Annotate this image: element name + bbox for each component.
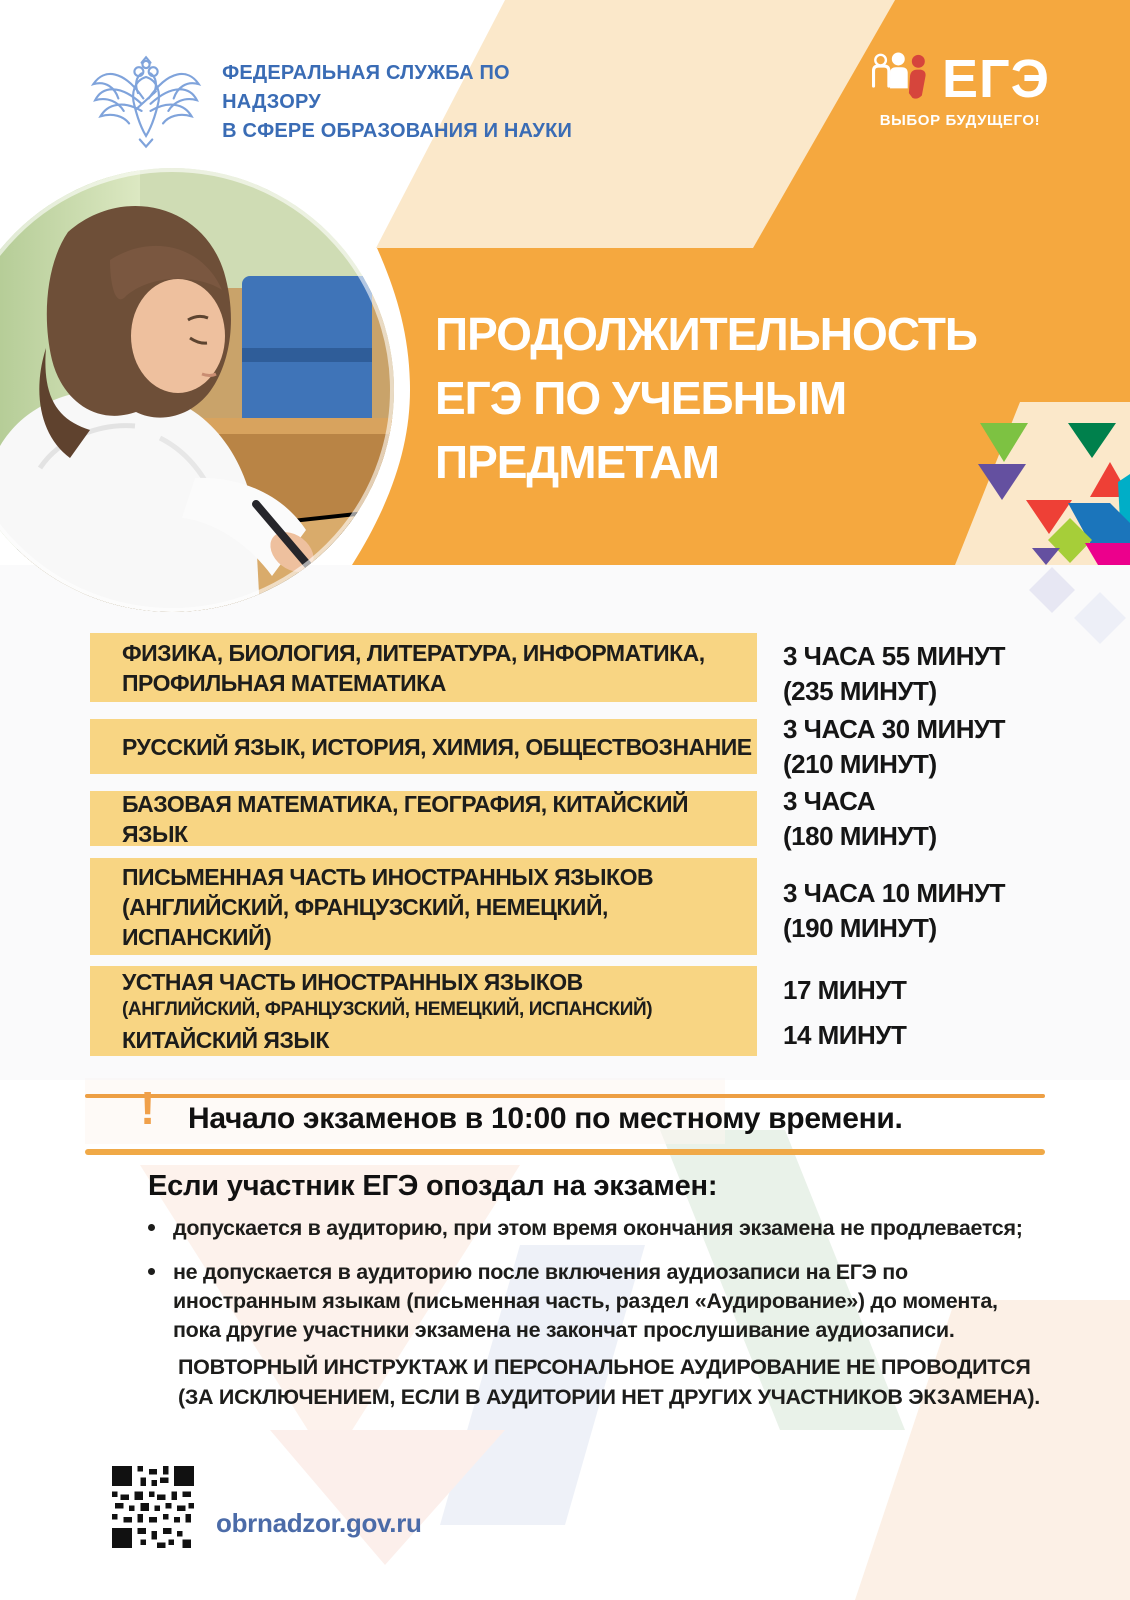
oral-line1: УСТНАЯ ЧАСТЬ ИНОСТРАННЫХ ЯЗЫКОВ xyxy=(122,969,583,995)
page-title-line3: ПРЕДМЕТАМ xyxy=(435,436,719,488)
ege-logo-text: ЕГЭ xyxy=(941,49,1051,109)
duration-minutes: (190 МИНУТ) xyxy=(783,913,937,943)
duration-minutes: (210 МИНУТ) xyxy=(783,749,937,779)
bullet-text: не допускается в аудиторию после включения аудиозаписи на ЕГЭ по иностранным языкам (письменная часть, раздел «Аудирование») до момента, пока другие участники экзамена не закончат прослушивание аудиозаписи. xyxy=(173,1260,998,1342)
ege-logo xyxy=(870,50,1050,129)
table-row-subjects-3 xyxy=(90,791,757,846)
row-subjects: ФИЗИКА, БИОЛОГИЯ, ЛИТЕРАТУРА, ИНФОРМАТИКА, ПРОФИЛЬНАЯ МАТЕМАТИКА xyxy=(122,639,705,696)
table-row-duration-4 xyxy=(783,876,1083,946)
bullet-text: допускается в аудиторию, при этом время окончания экзамена не продлевается; xyxy=(173,1216,1023,1240)
table-row-subjects-1 xyxy=(90,633,757,702)
page-title xyxy=(435,302,1035,494)
rosobrnadzor-emblem-icon xyxy=(88,52,204,152)
late-section-heading: Если участник ЕГЭ опоздал на экзамен: xyxy=(148,1170,718,1202)
row-subjects: РУССКИЙ ЯЗЫК, ИСТОРИЯ, ХИМИЯ, ОБЩЕСТВОЗНАНИЕ xyxy=(122,733,752,760)
table-row-duration-3 xyxy=(783,784,1083,854)
bullet-dot xyxy=(148,1268,155,1275)
list-item xyxy=(148,1258,1048,1345)
agency-name xyxy=(222,59,608,146)
qr-code xyxy=(112,1466,194,1548)
divider-top xyxy=(85,1094,1045,1098)
bullet-dot xyxy=(148,1224,155,1231)
table-row-subjects-2 xyxy=(90,719,757,774)
website-link[interactable]: obrnadzor.gov.ru xyxy=(216,1508,422,1538)
row-subjects: ПИСЬМЕННАЯ ЧАСТЬ ИНОСТРАННЫХ ЯЗЫКОВ (АНГЛИЙСКИЙ, ФРАНЦУЗСКИЙ, НЕМЕЦКИЙ, ИСПАНСКИЙ) xyxy=(122,863,654,950)
list-item xyxy=(148,1214,1048,1243)
student-photo xyxy=(0,168,394,612)
exclamation-icon: ! xyxy=(140,1082,156,1134)
agency-name-line1: ФЕДЕРАЛЬНАЯ СЛУЖБА ПО НАДЗОРУ xyxy=(222,61,510,113)
divider-bottom xyxy=(85,1149,1045,1155)
table-row-subjects-4 xyxy=(90,858,757,955)
duration-main: 3 ЧАСА xyxy=(783,786,875,816)
duration-minutes: (235 МИНУТ) xyxy=(783,676,937,706)
table-row-duration-1 xyxy=(783,639,1083,709)
ege-people-icon xyxy=(870,50,936,108)
agency-header xyxy=(88,52,608,152)
row-subjects: БАЗОВАЯ МАТЕМАТИКА, ГЕОГРАФИЯ, КИТАЙСКИЙ ЯЗЫК xyxy=(122,790,689,847)
ege-tagline: ВЫБОР БУДУЩЕГО! xyxy=(879,112,1041,129)
watermark-peach-right xyxy=(855,1300,1130,1600)
page-title-line1: ПРОДОЛЖИТЕЛЬНОСТЬ xyxy=(435,308,977,360)
oral-line2: (АНГЛИЙСКИЙ, ФРАНЦУЗСКИЙ, НЕМЕЦКИЙ, ИСПАНСКИЙ) xyxy=(122,999,653,1020)
agency-name-line2: В СФЕРЕ ОБРАЗОВАНИЯ И НАУКИ xyxy=(222,119,573,142)
duration-main: 3 ЧАСА 10 МИНУТ xyxy=(783,878,1006,908)
table-row-subjects-5 xyxy=(90,966,757,1056)
table-row-duration-2 xyxy=(783,712,1083,782)
duration-main: 3 ЧАСА 55 МИНУТ xyxy=(783,641,1006,671)
late-section-note: ПОВТОРНЫЙ ИНСТРУКТАЖ И ПЕРСОНАЛЬНОЕ АУДИРОВАНИЕ НЕ ПРОВОДИТСЯ (ЗА ИСКЛЮЧЕНИЕМ, ЕСЛИ В АУДИТОРИИ НЕТ ДРУГИХ УЧАСТНИКОВ ЭКЗАМЕНА). xyxy=(178,1355,1040,1409)
duration-minutes: (180 МИНУТ) xyxy=(783,821,937,851)
oral-duration-2: 14 МИНУТ xyxy=(783,1020,907,1050)
duration-main: 3 ЧАСА 30 МИНУТ xyxy=(783,714,1006,744)
notice-text: Начало экзаменов в 10:00 по местному времени. xyxy=(188,1102,903,1135)
oral-duration-1: 17 МИНУТ xyxy=(783,975,907,1005)
oral-line3: КИТАЙСКИЙ ЯЗЫК xyxy=(122,1027,329,1053)
page-title-line2: ЕГЭ ПО УЧЕБНЫМ xyxy=(435,372,847,424)
